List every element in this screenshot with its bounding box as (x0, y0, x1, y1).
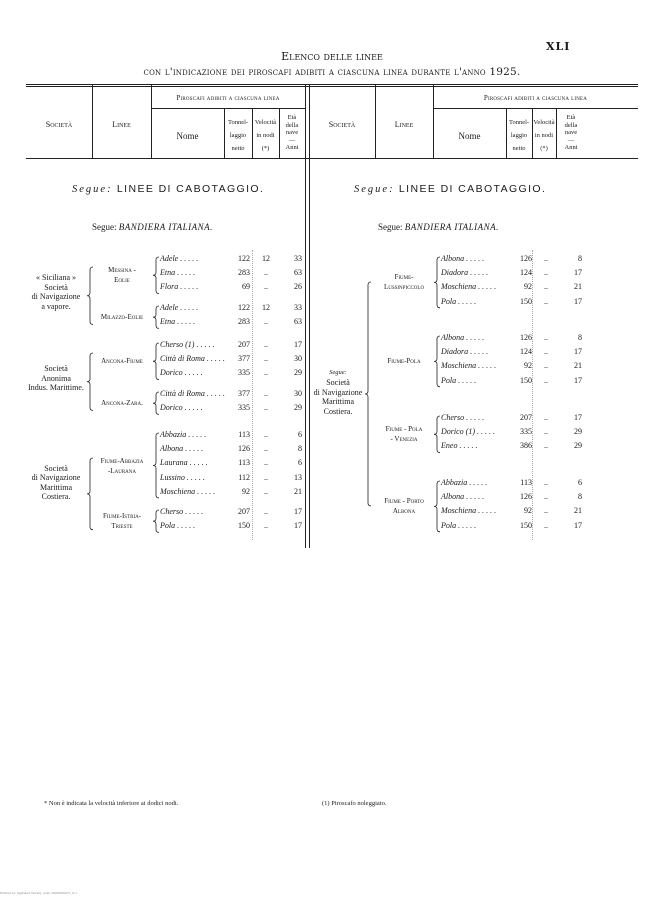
ship-name: Diadora . . . . . (441, 347, 489, 357)
ship-name: Albona . . . . . (441, 254, 485, 263)
ship-speed: .. (264, 486, 268, 496)
line-brace (152, 510, 160, 532)
ship-speed: 12 (262, 254, 270, 263)
line-name (92, 456, 152, 476)
ship-age: 17 (294, 521, 302, 531)
ship-age: 63 (294, 316, 302, 326)
header-velocita-left: Velocità in nodi (*) (254, 119, 277, 152)
ship-row (160, 317, 305, 331)
ship-row (441, 347, 590, 361)
ship-row (441, 492, 590, 506)
ship-tonnage: 150 (238, 521, 250, 531)
line-name (92, 312, 152, 322)
header-nome-left: Nome (176, 131, 199, 141)
ship-row (441, 478, 590, 492)
ship-row (441, 333, 590, 347)
header-top-rule-double (26, 86, 638, 87)
ship-age: 21 (574, 506, 582, 516)
ship-row (160, 303, 305, 317)
ship-name: Albona . . . . . (160, 444, 204, 454)
ship-row (441, 297, 590, 311)
center-divider-double (309, 158, 310, 548)
ship-name: Etna . . . . . (160, 268, 196, 278)
ship-tonnage: 335 (520, 427, 532, 437)
page-title: Elenco delle linee (281, 50, 383, 63)
ship-row (160, 521, 305, 535)
line-name-part: -Laurana (108, 466, 136, 475)
ship-speed: .. (544, 333, 548, 342)
ship-name: Adele . . . . . (160, 254, 199, 263)
header-divider (305, 85, 306, 158)
header-piroscafi-right: Piroscafi adibiti a ciascuna linea (483, 94, 588, 102)
line-name-part: Fiume - Porto (384, 497, 424, 506)
scan-mark: Printed by digitised_library_scan_0000000071_0-1 (0, 891, 77, 895)
ship-row (160, 507, 305, 521)
ship-age: 17 (574, 347, 582, 357)
ship-row (160, 403, 305, 417)
ship-speed: .. (544, 347, 548, 357)
societa-name-part: « Siciliana » (36, 273, 76, 283)
ship-row (160, 354, 305, 368)
ship-tonnage: 207 (238, 340, 250, 349)
line-name (372, 424, 436, 444)
ship-tonnage: 113 (520, 478, 532, 487)
ship-speed: .. (544, 413, 548, 422)
ship-age: 29 (294, 402, 302, 412)
ship-row (441, 282, 590, 296)
ship-speed: .. (544, 492, 548, 502)
ship-row (160, 444, 305, 458)
ship-row (441, 413, 590, 427)
ship-age: 8 (578, 254, 582, 263)
ship-tonnage: 92 (242, 486, 250, 496)
ship-speed: .. (264, 458, 268, 468)
page-subtitle: con l'indicazione dei piroscafi adibiti a ciascuna linea durante l'anno 1925. (143, 66, 521, 78)
ship-speed: .. (544, 478, 548, 487)
societa-name-part: Anonima (41, 373, 71, 383)
line-name (92, 265, 152, 285)
header-nome-right: Nome (458, 131, 481, 141)
line-brace (152, 306, 160, 328)
line-name-part: Fiume - Pola (385, 425, 423, 434)
societa-prefix: Segue: (329, 369, 347, 377)
societa-name-part: Società (326, 377, 350, 387)
ship-speed: .. (544, 361, 548, 371)
ship-tonnage: 126 (238, 444, 250, 454)
line-brace (152, 343, 160, 380)
ship-name: Pola . . . . . (441, 520, 477, 530)
ship-name: Cherso (1) . . . . . (160, 340, 215, 349)
societa-name-part: Marittima (40, 482, 72, 492)
header-piroscafi-left: Piroscafi adibiti a ciascuna linea (176, 94, 280, 102)
societa-name-part: di Navigazione (31, 473, 81, 483)
ship-name: Città di Roma . . . . . (160, 354, 225, 364)
ship-age: 33 (294, 302, 302, 312)
ship-age: 26 (294, 282, 302, 292)
ship-speed: .. (264, 472, 268, 482)
ship-row (160, 268, 305, 282)
societa-name-part: a vapore. (41, 302, 71, 312)
ship-age: 30 (294, 388, 302, 398)
ship-speed: .. (264, 430, 268, 439)
ship-age: 17 (574, 520, 582, 530)
ship-name: Diadora . . . . . (441, 268, 489, 278)
ship-tonnage: 122 (238, 302, 250, 312)
ship-tonnage: 113 (238, 458, 250, 468)
ship-age: 17 (574, 268, 582, 278)
societa-name-part: Marittima (322, 397, 354, 407)
societa-name-part: Società (44, 463, 68, 473)
line-name (372, 496, 436, 516)
ship-name: Moschiena . . . . . (441, 282, 497, 292)
ship-speed: .. (264, 340, 268, 349)
societa-name-part: Costiera. (41, 492, 71, 502)
ship-age: 6 (298, 430, 302, 439)
section-title-right: Segue: LINEE DI CABOTAGGIO. (354, 183, 547, 195)
ship-tonnage: 150 (520, 296, 532, 306)
ship-speed: .. (544, 296, 548, 306)
ship-speed: .. (544, 375, 548, 385)
ship-age: 21 (574, 282, 582, 292)
ship-age: 8 (298, 444, 302, 454)
ship-name: Moschiena . . . . . (441, 361, 497, 371)
line-name (372, 272, 436, 292)
ship-name: Adele . . . . . (160, 302, 199, 312)
ship-name: Dorico (1) . . . . . (441, 427, 495, 437)
ship-name: Eneo . . . . . (441, 441, 478, 451)
ship-age: 8 (578, 492, 582, 502)
ship-speed: .. (544, 427, 548, 437)
subsection-title-right: Segue: BANDIERA ITALIANA. (378, 222, 499, 232)
ship-age: 17 (574, 296, 582, 306)
header-velocita-right: Velocità in nodi (*) (533, 119, 555, 152)
ship-name: Pola . . . . . (160, 521, 196, 531)
line-name-part: Ancona-Fiume (101, 357, 143, 366)
ship-tonnage: 150 (520, 520, 532, 530)
ship-name: Moschiena . . . . . (441, 506, 497, 516)
ship-name: Cherso . . . . . (441, 413, 485, 422)
societa-name-part: di Navigazione (313, 387, 363, 397)
ship-name: Flora . . . . . (160, 282, 199, 292)
ship-row (441, 521, 590, 535)
ship-speed: .. (264, 354, 268, 364)
line-name-part: Milazzo-Eolie (100, 312, 144, 321)
societa-name (22, 273, 90, 311)
ship-name: Lussino . . . . . (160, 472, 205, 482)
ship-tonnage: 112 (238, 472, 250, 482)
line-name (92, 356, 152, 366)
ship-name: Laurana . . . . . (160, 458, 208, 468)
ship-age: 29 (574, 427, 582, 437)
ship-row (160, 430, 305, 444)
ship-row (160, 458, 305, 472)
subsection-title-left: Segue: BANDIERA ITALIANA. (92, 222, 213, 232)
ship-tonnage: 113 (238, 430, 250, 439)
ship-age: 8 (578, 333, 582, 342)
ship-row (160, 473, 305, 487)
line-name (372, 356, 436, 366)
ship-speed: .. (264, 521, 268, 531)
ship-tonnage: 207 (238, 507, 250, 516)
ship-row (441, 268, 590, 282)
ship-speed: 12 (262, 302, 270, 312)
header-tonnellaggio-right: Tonnel- laggio netto (508, 119, 530, 152)
ship-tonnage: 126 (520, 254, 532, 263)
ship-row (441, 254, 590, 268)
ship-age: 21 (574, 361, 582, 371)
ship-tonnage: 124 (520, 347, 532, 357)
ship-tonnage: 92 (524, 361, 532, 371)
ship-speed: .. (544, 441, 548, 451)
ship-age: 29 (294, 368, 302, 378)
ship-tonnage: 377 (238, 354, 250, 364)
line-name-part: Fiume-Pola (387, 357, 421, 366)
ship-speed: .. (544, 254, 548, 263)
line-name-part: Ancona-Zara. (101, 398, 143, 407)
line-name-part: Albona (392, 507, 416, 516)
ship-row (441, 361, 590, 375)
ship-speed: .. (544, 520, 548, 530)
ship-age: 17 (574, 375, 582, 385)
ship-tonnage: 126 (520, 333, 532, 342)
societa-name-part: Società (44, 364, 68, 374)
line-name-part: Fiume-Istria- (102, 512, 142, 521)
societa-name-part: di Navigazione (31, 292, 81, 302)
ship-age: 17 (294, 340, 302, 349)
ship-age: 17 (294, 507, 302, 516)
header-piroscafi-rule-right (433, 108, 638, 109)
ship-tonnage: 335 (238, 368, 250, 378)
societa-name-part: Indus. Marittime. (28, 383, 84, 393)
ship-name: Pola . . . . . (441, 296, 477, 306)
ship-name: Cherso . . . . . (160, 507, 204, 516)
line-brace (152, 257, 160, 294)
ship-speed: .. (264, 444, 268, 454)
ship-tonnage: 386 (520, 441, 532, 451)
footnote-chartered: (1) Piroscafo noleggiato. (322, 800, 387, 807)
ship-speed: .. (544, 268, 548, 278)
ship-age: 13 (294, 472, 302, 482)
ship-name: Pola . . . . . (441, 375, 477, 385)
ship-tonnage: 124 (520, 268, 532, 278)
ship-row (160, 389, 305, 403)
line-name-part: Trieste (111, 522, 133, 531)
section-title-left: Segue: LINEE DI CABOTAGGIO. (72, 183, 265, 195)
ship-name: Abbazia . . . . . (441, 478, 488, 487)
ship-name: Dorico . . . . . (160, 402, 203, 412)
ship-tonnage: 207 (520, 413, 532, 422)
ship-speed: .. (264, 388, 268, 398)
ship-age: 63 (294, 268, 302, 278)
ship-speed: .. (264, 507, 268, 516)
line-name-part: Messina - (108, 266, 136, 275)
societa-name (22, 364, 90, 393)
ship-row (160, 340, 305, 354)
ship-row (160, 282, 305, 296)
ship-speed: .. (544, 506, 548, 516)
ship-tonnage: 92 (524, 282, 532, 292)
header-societa-left: Società (45, 120, 73, 129)
ship-speed: .. (264, 282, 268, 292)
line-name-part: Eolie (114, 276, 130, 285)
line-name-part: Fiume-Abbazia (100, 456, 144, 465)
ship-age: 17 (574, 413, 582, 422)
header-linee-right: Linee (394, 120, 414, 129)
ship-age: 6 (298, 458, 302, 468)
ship-name: Città di Roma . . . . . (160, 388, 225, 398)
footnote-speed: * Non è indicata la velocità inferiore ai dodici nodi. (44, 800, 179, 807)
line-name-part: Lussinpiccolo (383, 283, 425, 292)
ship-row (441, 506, 590, 520)
ship-row (160, 254, 305, 268)
line-name-part: Fiume- (394, 273, 414, 282)
ship-name: Albona . . . . . (441, 333, 485, 342)
center-divider (305, 158, 306, 548)
ship-tonnage: 150 (520, 375, 532, 385)
line-name-part: - Venezia (390, 435, 418, 444)
ship-row (441, 427, 590, 441)
ship-name: Abbazia . . . . . (160, 430, 207, 439)
ship-name: Albona . . . . . (441, 492, 485, 502)
ship-row (441, 441, 590, 455)
ship-speed: .. (264, 368, 268, 378)
ship-row (160, 487, 305, 501)
ship-name: Etna . . . . . (160, 316, 196, 326)
header-tonnellaggio-left: Tonnel- laggio netto (227, 119, 249, 152)
societa-name-part: Società (44, 282, 68, 292)
ship-row (160, 368, 305, 382)
ship-age: 33 (294, 254, 302, 263)
ship-speed: .. (264, 402, 268, 412)
header-piroscafi-rule-left (151, 108, 306, 109)
ship-tonnage: 122 (238, 254, 250, 263)
ship-age: 6 (578, 478, 582, 487)
ship-tonnage: 283 (238, 268, 250, 278)
societa-name-part: Costiera. (323, 406, 353, 416)
header-top-rule (26, 84, 638, 85)
ship-name: Moschiena . . . . . (160, 486, 216, 496)
ship-age: 29 (574, 441, 582, 451)
page-number: XLI (546, 40, 571, 53)
ship-tonnage: 335 (238, 402, 250, 412)
societa-name (22, 464, 90, 502)
ship-speed: .. (264, 316, 268, 326)
ship-tonnage: 69 (242, 282, 250, 292)
ship-row (441, 376, 590, 390)
line-brace (152, 392, 160, 414)
ship-age: 30 (294, 354, 302, 364)
ship-tonnage: 126 (520, 492, 532, 502)
line-name (92, 398, 152, 408)
ship-tonnage: 377 (238, 388, 250, 398)
ship-speed: .. (264, 268, 268, 278)
header-societa-right: Società (328, 120, 356, 129)
header-bottom-rule (26, 158, 638, 159)
header-eta-right: Età della nave — Anni (564, 114, 578, 151)
header-linee-left: Linee (112, 120, 131, 129)
line-name (92, 511, 152, 531)
ship-tonnage: 92 (524, 506, 532, 516)
ship-age: 21 (294, 486, 302, 496)
header-eta-left: Età della nave — Anni (285, 114, 299, 151)
ship-speed: .. (544, 282, 548, 292)
ship-name: Dorico . . . . . (160, 368, 203, 378)
ship-tonnage: 283 (238, 316, 250, 326)
societa-name (308, 368, 368, 416)
line-brace (152, 433, 160, 498)
